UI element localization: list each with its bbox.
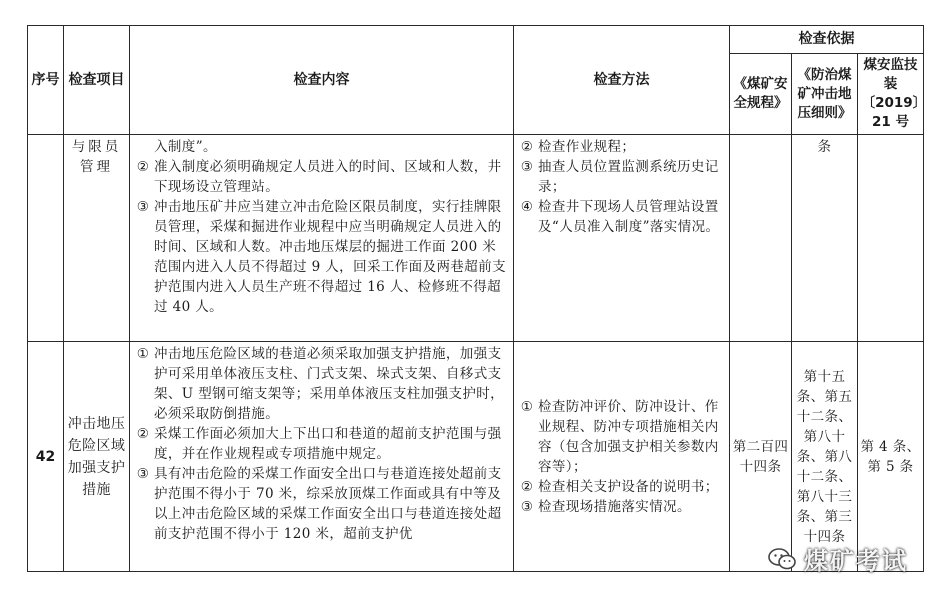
list-item: ② 检查作业规程；: [520, 139, 636, 155]
row-item: 与限员管理: [64, 135, 130, 342]
header-basis: 检查依据: [730, 26, 924, 54]
watermark-text: 煤矿考试: [804, 547, 908, 575]
header-basis-notice: 煤安监技装〔2019〕21 号: [858, 54, 924, 135]
row-basis-rules: 第二百四十四条: [730, 342, 792, 572]
header-method: 检查方法: [514, 26, 730, 135]
list-item: ② 检查相关支护设备的说明书；: [520, 478, 719, 495]
row-basis-notice: 第 4 条、第 5 条: [858, 342, 924, 572]
table-row: [28, 135, 924, 342]
watermark: [768, 541, 908, 576]
row-content: [130, 342, 514, 572]
row-seq: [28, 135, 64, 342]
list-item: ④ 检查井下现场人员管理站设置及“人员准入制度”落实情况。: [520, 199, 720, 235]
content-lead: 入制度”。: [154, 139, 217, 155]
list-item: ③ 抽查人员位置监测系统历史记录；: [520, 159, 719, 195]
header-content: 检查内容: [130, 26, 514, 135]
table-row: [28, 342, 924, 572]
list-item: ② 采煤工作面必须加大上下出口和巷道的超前支护范围与强度，并在作业规程或专项措施中规定。: [136, 426, 502, 462]
row-basis-notice: [858, 135, 924, 342]
inspection-table: [27, 25, 924, 572]
header-basis-detail: 《防治煤矿冲击地压细则》: [792, 54, 858, 135]
list-item: ③ 具有冲击危险的采煤工作面安全出口与巷道连接处超前支护范围不得小于 70 米，综采放顶煤工作面或具有中等及以上冲击危险区域的采煤工作面安全出口与巷道连接处超前支护范围不得小于 120 米，超前支护优: [136, 466, 502, 542]
row-method: [514, 342, 730, 572]
row-content: [130, 135, 514, 342]
header-seq: 序号: [28, 26, 64, 135]
wechat-icon: [768, 547, 796, 571]
list-item: ① 检查防冲评价、防冲设计、作业规程、防冲专项措施相关内容（包含加强支护相关参数内容等）；: [520, 398, 719, 475]
row-item: 冲击地压危险区域加强支护措施: [64, 342, 130, 572]
row-method: [514, 135, 730, 342]
row-basis-detail: 第十五条、第五十二条、第八十条、第八十二条、第八十三条、第三十四条: [792, 342, 858, 572]
row-seq: 42: [28, 342, 64, 572]
list-item: ① 冲击地压危险区域的巷道必须采取加强支护措施，加强支护可采用单体液压支柱、门式支架、垛式支架、自移式支架、U 型钢可缩支架等；采用单体液压支柱加强支护时，必须采取防倒措施。: [136, 346, 505, 422]
row-basis-rules: [730, 135, 792, 342]
list-item: ③ 冲击地压矿井应当建立冲击危险区限员制度，实行挂牌限员管理，采煤和掘进作业规程中应当明确规定人员进入的时间、区域和人数。冲击地压煤层的掘进工作面 200 米范围内进入人员不得超过 9 人，回采工作面及两巷超前支护范围内进入人员生产班不得超过 16 人、检修班不得超过 40 人。: [136, 199, 506, 315]
header-item: 检查项目: [64, 26, 130, 135]
list-item: ③ 检查现场措施落实情况。: [520, 498, 691, 515]
row-basis-detail: 条: [792, 135, 858, 342]
list-item: ② 准入制度必须明确规定人员进入的时间、区域和人数，井下现场设立管理站。: [136, 159, 502, 195]
header-basis-rules: 《煤矿安全规程》: [730, 54, 792, 135]
